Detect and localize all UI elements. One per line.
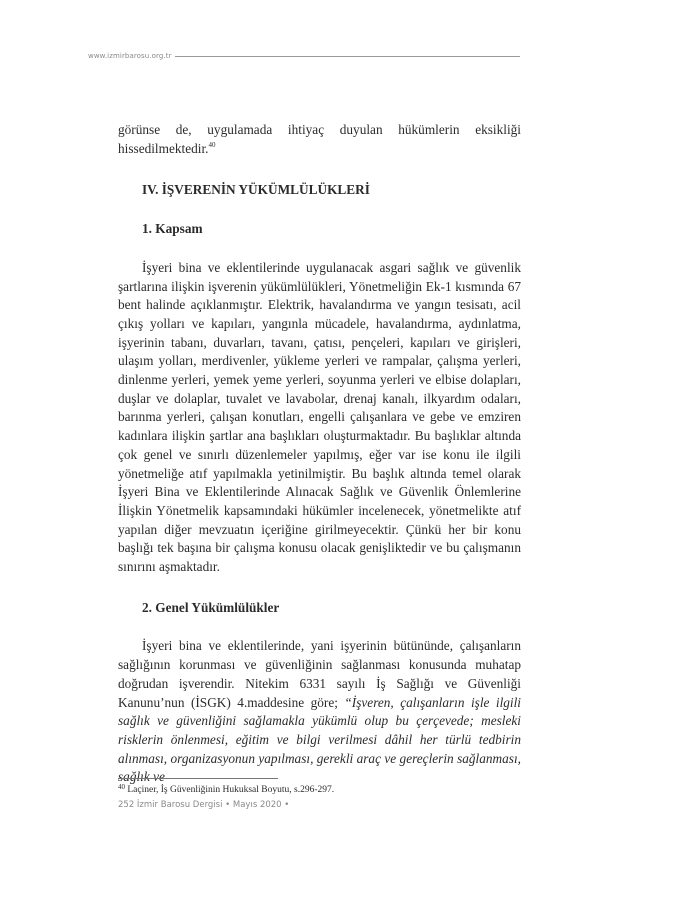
- paragraph-genel: [118, 637, 521, 787]
- footnote: [118, 784, 521, 796]
- paragraph-kapsam: İşyeri bina ve eklentilerinde uygulanacak asgari sağlık ve güvenlik şartlarına ilişkin işverenin yükümlülükleri, Yönetmeliğin Ek-1 kısmında 67 bent halinde açıklanmıştır. Elektrik, havalandırma ve yangın tesisatı, acil çıkış yolları ve kapıları, yangınla mücadele, havalandırma, aydınlatma, işyerinin tabanı, duvarları, tavanı, çatısı, pençeleri, kapıları ve girişleri, ulaşım yolları, merdivenler, yükleme yerleri ve rampalar, çalışma yerleri, dinlenme yerleri, yemek yeme yerleri, soyunma yerleri ve elbise dolapları, duşlar ve dolaplar, tuvalet ve lavabolar, drenaj kanalı, ilkyardım odaları, barınma yerleri, çalışan konutları, engelli çalışanlara ve gebe ve emziren kadınlara ilişkin şartlar ana başlıkları oluşturmaktadır. Bu başlıklar altında çok genel ve sınırlı düzenlemeler yapılmış, eğer var ise konu ile ilgili yönetmeliğe atıf yapılmakla yetinilmiştir. Bu başlık altında temel olarak İşyeri Bina ve Eklentilerinde Alınacak Sağlık ve Güvenlik Önlemlerine İlişkin Yönetmelik kapsamındaki hükümler incelenecek, yönetmelikte atıf yapılan diğer mevzuatın içeriğine girilmeyecektir. Çünkü her bir konu başlığı tek başına bir çalışma konusu olacak genişliktedir ve bu çalışmanın sınırını aşmaktadır.: [118, 259, 521, 575]
- footnote-number: 40: [118, 783, 125, 791]
- header-rule: [175, 56, 520, 57]
- paragraph-continuation-text: görünse de, uygulamada ihtiyaç duyulan hükümlerin eksikliği hissedilmektedir.: [118, 122, 521, 156]
- paragraph-continuation: [118, 121, 521, 158]
- subsection-heading-genel: 2. Genel Yükümlülükler: [142, 599, 280, 615]
- section-heading: IV. İŞVERENİN YÜKÜMLÜLÜKLERİ: [142, 182, 370, 198]
- page-body: [118, 121, 521, 787]
- footnote-separator: [118, 778, 278, 779]
- law-quote: “İşveren, çalışanların işle ilgili sağlık ve güvenliğini sağlamakla yükümlü olup bu çerçevede; mesleki risklerin önlenmesi, eğitim ve bilgi verilmesi dâhil her türlü tedbirin alınması, organizasyonun yapılması, gerekli araç ve gereçlerin sağlanması, sağlık ve: [118, 694, 522, 785]
- footnote-ref: 40: [208, 140, 216, 149]
- footnote-text: Laçiner, İş Güvenliğinin Hukuksal Boyutu, s.296-297.: [127, 785, 335, 795]
- subsection-heading-kapsam: 1. Kapsam: [142, 221, 203, 237]
- page-footer: 252 İzmir Barosu Dergisi • Mayıs 2020 •: [118, 800, 290, 810]
- header-url: www.izmirbarosu.org.tr: [88, 52, 172, 60]
- paragraph-genel-text: İşyeri bina ve eklentilerinde, yani işyerinin bütününde, çalışanların sağlığının korunması ve güvenliğinin sağlanması konusunda muhatap doğrudan işverendir. Nitekim 6331 sayılı İş Sağlığı ve Güvenliği Kanunu’nun (İSGK) 4.maddesine göre;: [118, 638, 521, 710]
- page-header: [88, 52, 520, 60]
